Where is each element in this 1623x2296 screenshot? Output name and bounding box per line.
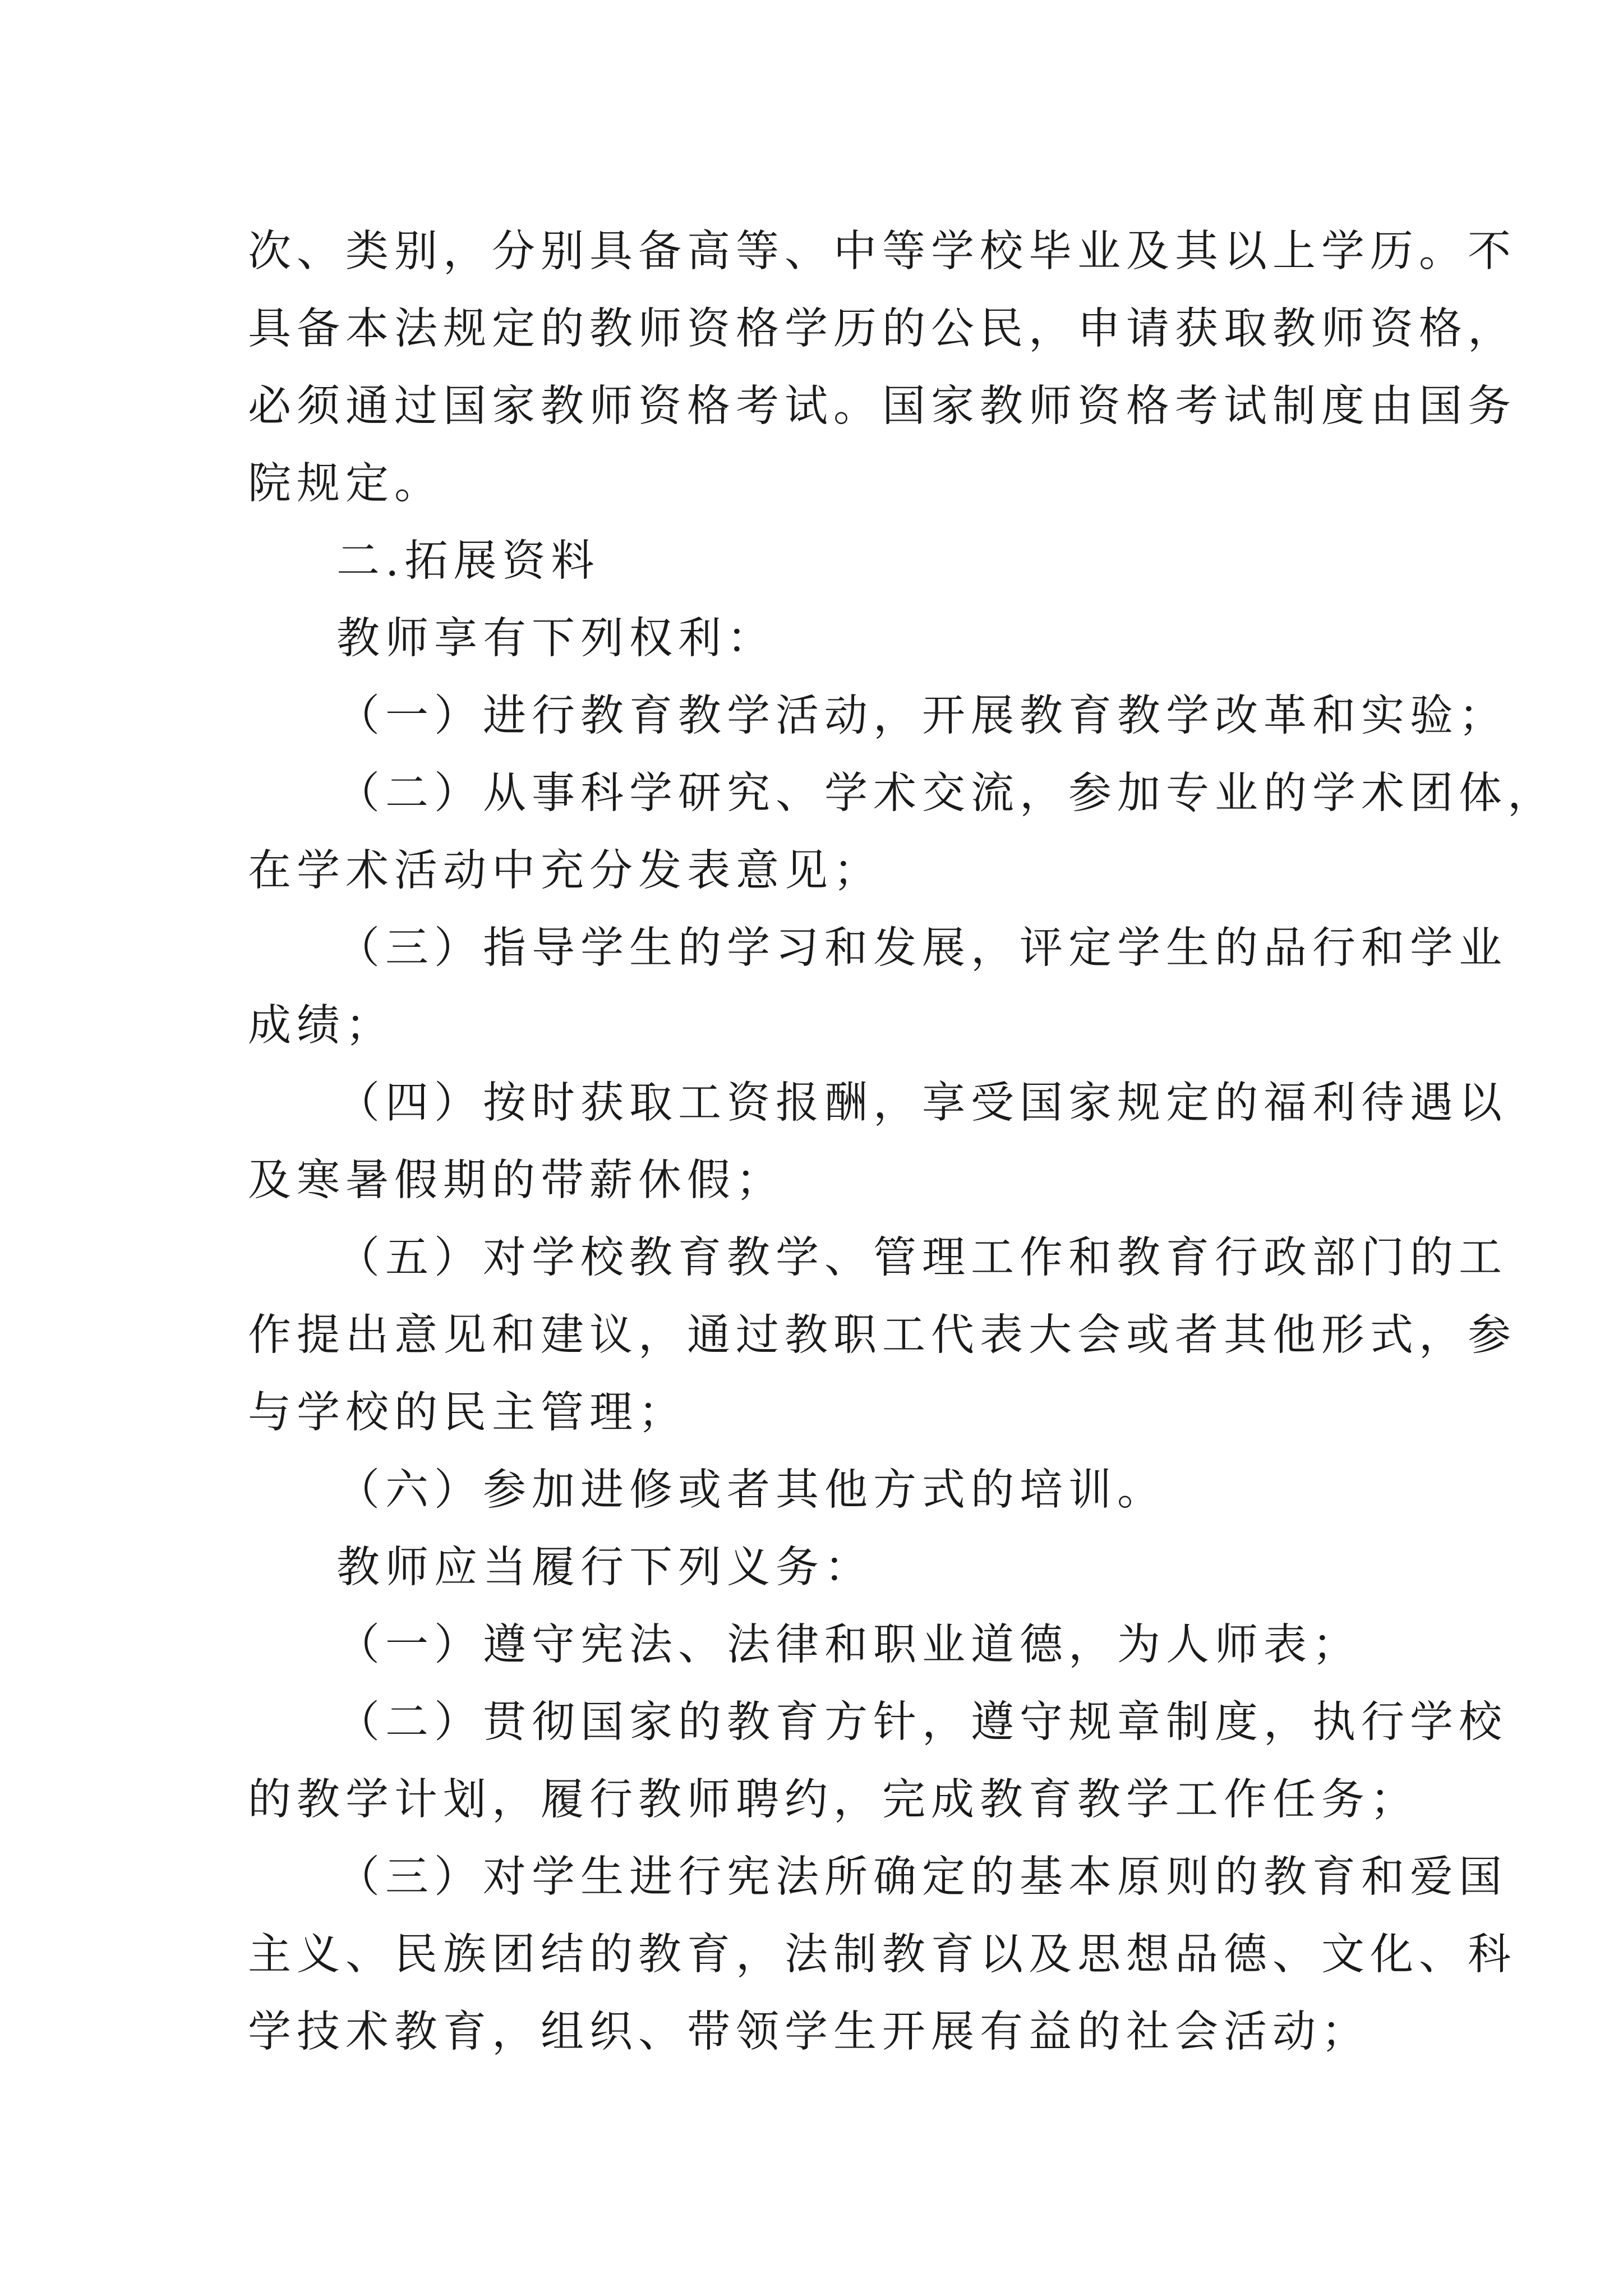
list-item: （四）按时获取工资报酬，享受国家规定的福利待遇以 — [336, 1078, 1507, 1128]
text-line: 教师应当履行下列义务： — [336, 1543, 873, 1593]
text-line: 与学校的民主管理； — [248, 1388, 687, 1438]
list-item: （三）指导学生的学习和发展，评定学生的品行和学业 — [336, 923, 1507, 973]
text-line: 的教学计划，履行教师聘约，完成教育教学工作任务； — [248, 1775, 1419, 1825]
text-line: 必须通过国家教师资格考试。国家教师资格考试制度由国务 — [248, 381, 1516, 431]
text-line: 具备本法规定的教师资格学历的公民，申请获取教师资格， — [248, 304, 1516, 354]
list-item: （五）对学校教育教学、管理工作和教育行政部门的工 — [336, 1233, 1507, 1283]
text-line: 成绩； — [248, 1001, 394, 1051]
text-line: 教师享有下列权利： — [336, 614, 776, 664]
text-line: 主义、民族团结的教育，法制教育以及思想品德、文化、科 — [248, 1930, 1516, 1980]
list-item: （二）贯彻国家的教育方针，遵守规章制度，执行学校 — [336, 1697, 1507, 1747]
list-item: （一）进行教育教学活动，开展教育教学改革和实验； — [336, 691, 1507, 741]
list-item: （六）参加进修或者其他方式的培训。 — [336, 1465, 1166, 1515]
text-line: 及寒暑假期的带薪休假； — [248, 1156, 785, 1205]
document-body — [248, 213, 1556, 2071]
text-line: 在学术活动中充分发表意见； — [248, 846, 882, 896]
list-item: （三）对学生进行宪法所确定的基本原则的教育和爱国 — [336, 1852, 1507, 1902]
list-item: （一）遵守宪法、法律和职业道德，为人师表； — [336, 1620, 1361, 1670]
list-item: （二）从事科学研究、学术交流，参加专业的学术团体， — [336, 769, 1556, 818]
text-line: 次、类别，分别具备高等、中等学校毕业及其以上学历。不 — [248, 227, 1516, 277]
text-line: 学技术教育，组织、带领学生开展有益的社会活动； — [248, 2007, 1370, 2057]
text-line: 院规定。 — [248, 459, 443, 509]
section-heading: 二.拓展资料 — [336, 536, 600, 586]
text-line: 作提出意见和建议，通过教职工代表大会或者其他形式，参 — [248, 1310, 1516, 1360]
